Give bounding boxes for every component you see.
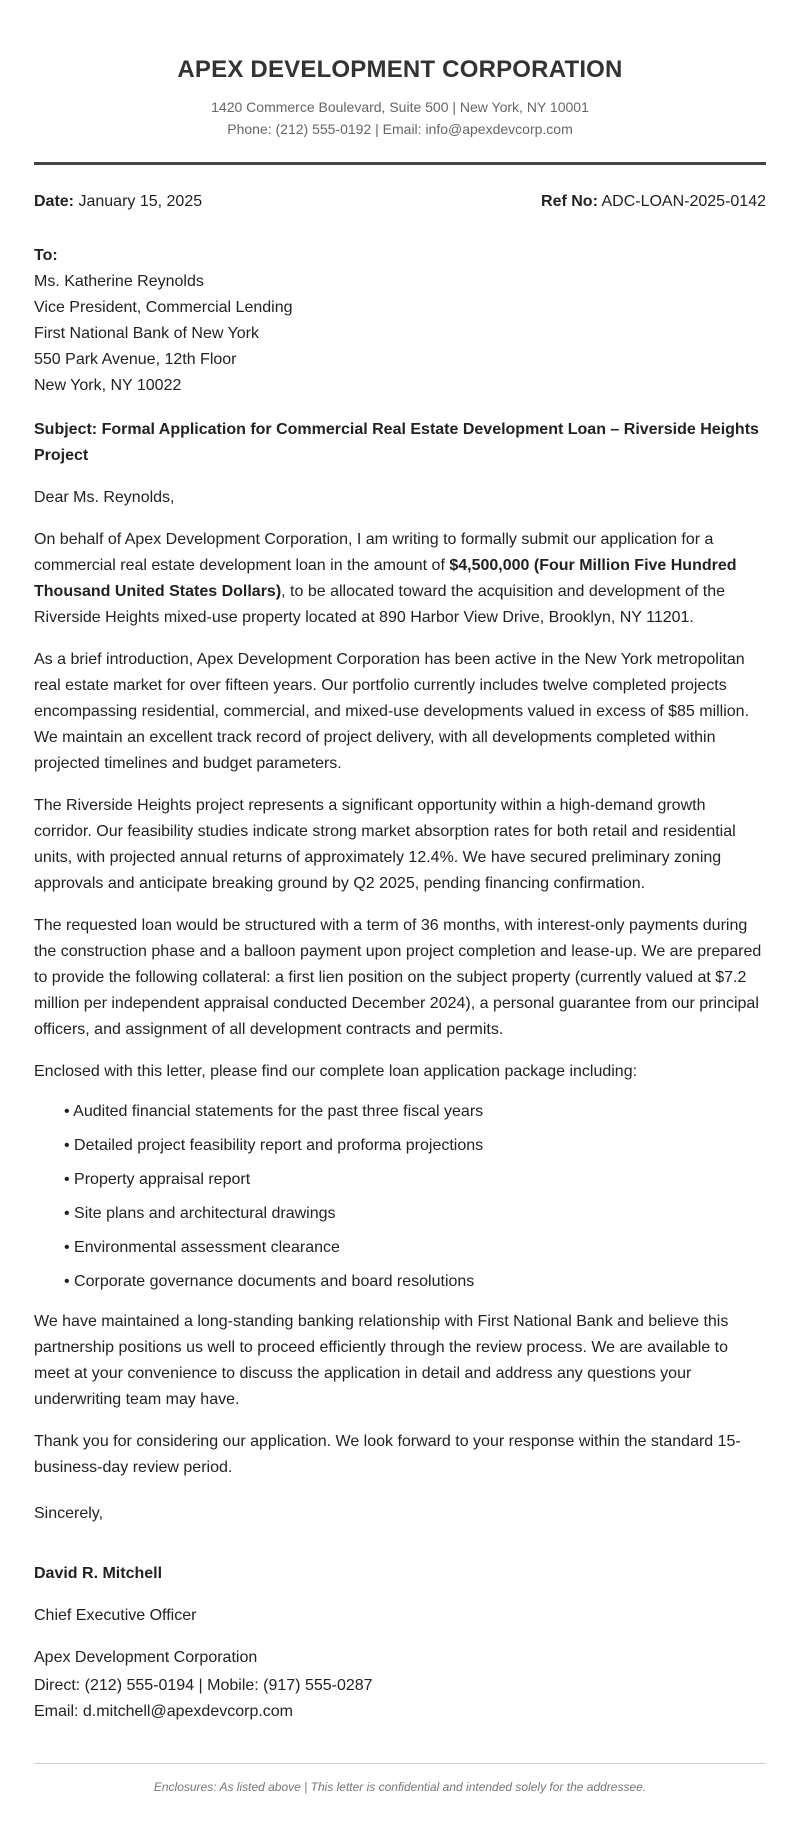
signer-title: Chief Executive Officer [34, 1607, 197, 1624]
company-contact: Phone: (212) 555-0192 | Email: info@apexdevcorp.com [227, 121, 573, 137]
body-paragraph-5: Enclosed with this letter, please find our complete loan application package including: [34, 1063, 638, 1080]
recipient-label: To: [34, 247, 58, 264]
header-divider [34, 162, 766, 165]
list-item: • Site plans and architectural drawings [64, 1205, 336, 1222]
signer-phones: Direct: (212) 555-0194 | Mobile: (917) 555-0287 [34, 1677, 373, 1694]
company-address: 1420 Commerce Boulevard, Suite 500 | New York, NY 10001 [211, 99, 589, 115]
salutation: Dear Ms. Reynolds, [34, 489, 175, 506]
recipient-city: New York, NY 10022 [34, 377, 182, 394]
closing: Sincerely, [34, 1505, 104, 1522]
body-paragraph-4: The requested loan would be structured with a term of 36 months, with interest-only payments during the construction phase and a balloon payment upon project completion and lease-up. We are prepared to provide the following collateral: a first lien position on the subject property (currently valued at $7.2 million per independent appraisal conducted December 2024), a personal guarantee from our principal officers, and assignment of all development contracts and permits. [34, 917, 762, 1038]
company-name: APEX DEVELOPMENT CORPORATION [177, 56, 623, 83]
enclosure-list [34, 1101, 766, 1293]
list-item: • Environmental assessment clearance [64, 1239, 340, 1256]
list-item: • Corporate governance documents and board resolutions [64, 1273, 475, 1290]
recipient-organization: First National Bank of New York [34, 325, 259, 342]
signer-company: Apex Development Corporation [34, 1649, 258, 1666]
ref-value: ADC-LOAN-2025-0142 [601, 193, 766, 210]
recipient-block [34, 243, 766, 399]
footer-note: Enclosures: As listed above | This letter is confidential and intended solely for the addressee. [153, 1780, 647, 1794]
letter-meta [34, 191, 766, 213]
letterhead [34, 0, 766, 140]
loan-amount: $4,500,000 (Four Million Five Hundred Thousand United States Dollars) [34, 557, 737, 600]
recipient-title: Vice President, Commercial Lending [34, 299, 293, 316]
body-paragraph-6: We have maintained a long-standing banking relationship with First National Bank and believe this partnership positions us well to proceed efficiently through the review process. We are available to meet at your convenience to discuss the application in detail and address any questions your underwriting team may have. [34, 1313, 729, 1408]
ref-label: Ref No: [541, 193, 598, 210]
paragraph-1-text-end: , to be allocated toward the acquisition and development of the Riverside Heights mixed-use property located at 890 Harbor View Drive, Brooklyn, NY 11201. [34, 583, 725, 626]
paragraph-1-text-start: On behalf of Apex Development Corporation, I am writing to formally submit our application for a commercial real estate development loan in the amount of [34, 531, 714, 574]
signer-email: Email: d.mitchell@apexdevcorp.com [34, 1703, 294, 1720]
recipient-name: Ms. Katherine Reynolds [34, 273, 204, 290]
body-paragraph-7: Thank you for considering our application. We look forward to your response within the standard 15-business-day review period. [34, 1433, 741, 1476]
list-item: • Audited financial statements for the past three fiscal years [64, 1103, 484, 1120]
recipient-street: 550 Park Avenue, 12th Floor [34, 351, 237, 368]
list-item: • Detailed project feasibility report and proforma projections [64, 1137, 484, 1154]
signer-contact [34, 1673, 766, 1725]
subject-line: Subject: Formal Application for Commercial Real Estate Development Loan – Riverside Heights Project [34, 421, 759, 464]
signer-name: David R. Mitchell [34, 1565, 163, 1582]
ref-block [541, 191, 766, 213]
body-paragraph-2: As a brief introduction, Apex Development Corporation has been active in the New York metropolitan real estate market for over fifteen years. Our portfolio currently includes twelve completed projects encompassing residential, commercial, and mixed-use developments valued in excess of $85 million. We maintain an excellent track record of project delivery, with all developments completed within projected timelines and budget parameters. [34, 651, 750, 772]
date-value: January 15, 2025 [78, 193, 203, 210]
date-label: Date: [34, 193, 75, 210]
footer-divider [34, 1763, 766, 1764]
date-block [34, 191, 202, 213]
list-item: • Property appraisal report [64, 1171, 251, 1188]
body-paragraph-1 [34, 527, 766, 631]
body-paragraph-3: The Riverside Heights project represents a significant opportunity within a high-demand growth corridor. Our feasibility studies indicate strong market absorption rates for both retail and residential units, with projected annual returns of approximately 12.4%. We have secured preliminary zoning approvals and anticipate breaking ground by Q2 2025, pending financing confirmation. [34, 797, 736, 892]
